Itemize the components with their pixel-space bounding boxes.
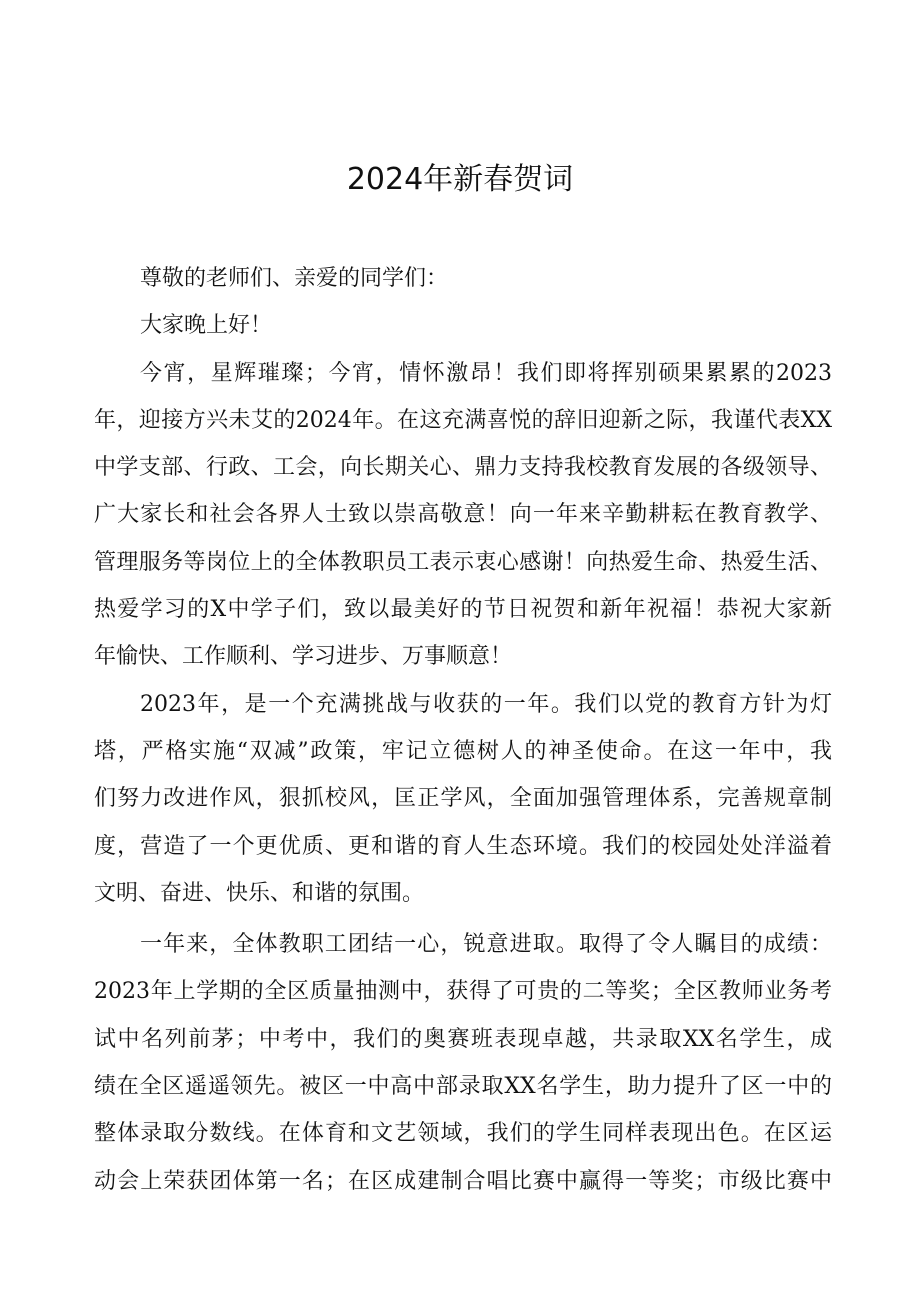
paragraph-line: 热爱学习的X中学子们，致以最美好的节日祝贺和新年祝福！恭祝大家新 <box>94 597 832 623</box>
paragraph-line: 度，营造了一个更优质、更和谐的育人生态环境。我们的校园处处洋溢着 <box>94 833 832 859</box>
paragraph-line: 动会上荣获团体第一名；在区成建制合唱比赛中赢得一等奖；市级比赛中 <box>94 1168 832 1194</box>
paragraph-line: 2023年，是一个充满挑战与收获的一年。我们以党的教育方针为灯 <box>140 691 832 717</box>
greeting-line: 大家晚上好！ <box>140 313 273 339</box>
document-body <box>94 255 832 1205</box>
salutation-line: 尊敬的老师们、亲爱的同学们： <box>140 266 449 291</box>
paragraph-line: 文明、奋进、快乐、和谐的氛围。 <box>94 880 425 906</box>
paragraph-line: 绩在全区遥遥领先。被区一中高中部录取XX名学生，助力提升了区一中的 <box>94 1074 832 1100</box>
document-title: 2024年新春贺词 <box>346 162 574 197</box>
paragraph-line: 今宵，星辉璀璨；今宵，情怀激昂！我们即将挥别硕果累累的2023 <box>140 360 832 386</box>
paragraph-line: 塔，严格实施“双减”政策，牢记立德树人的神圣使命。在这一年中，我 <box>94 738 832 764</box>
paragraph-line: 中学支部、行政、工会，向长期关心、鼎力支持我校教育发展的各级领导、 <box>94 455 832 481</box>
paragraph-line: 年愉快、工作顺利、学习进步、万事顺意！ <box>94 644 513 670</box>
paragraph-line: 管理服务等岗位上的全体教职员工表示衷心感谢！向热爱生命、热爱生活、 <box>94 549 832 575</box>
paragraph-line: 们努力改进作风，狠抓校风，匡正学风，全面加强管理体系，完善规章制 <box>94 786 832 812</box>
paragraph-line: 广大家长和社会各界人士致以崇高敬意！向一年来辛勤耕耘在教育教学、 <box>94 502 832 528</box>
paragraph-line: 年，迎接方兴未艾的2024年。在这充满喜悦的辞旧迎新之际，我谨代表XX <box>94 407 832 433</box>
paragraph-line: 整体录取分数线。在体育和文艺领域，我们的学生同样表现出色。在区运 <box>94 1121 832 1147</box>
paragraph-line: 2023年上学期的全区质量抽测中，获得了可贵的二等奖；全区教师业务考 <box>94 979 832 1005</box>
paragraph-line: 一年来，全体教职工团结一心，锐意进取。取得了令人瞩目的成绩： <box>140 932 832 958</box>
paragraph-line: 试中名列前茅；中考中，我们的奥赛班表现卓越，共录取XX名学生，成 <box>94 1026 832 1052</box>
